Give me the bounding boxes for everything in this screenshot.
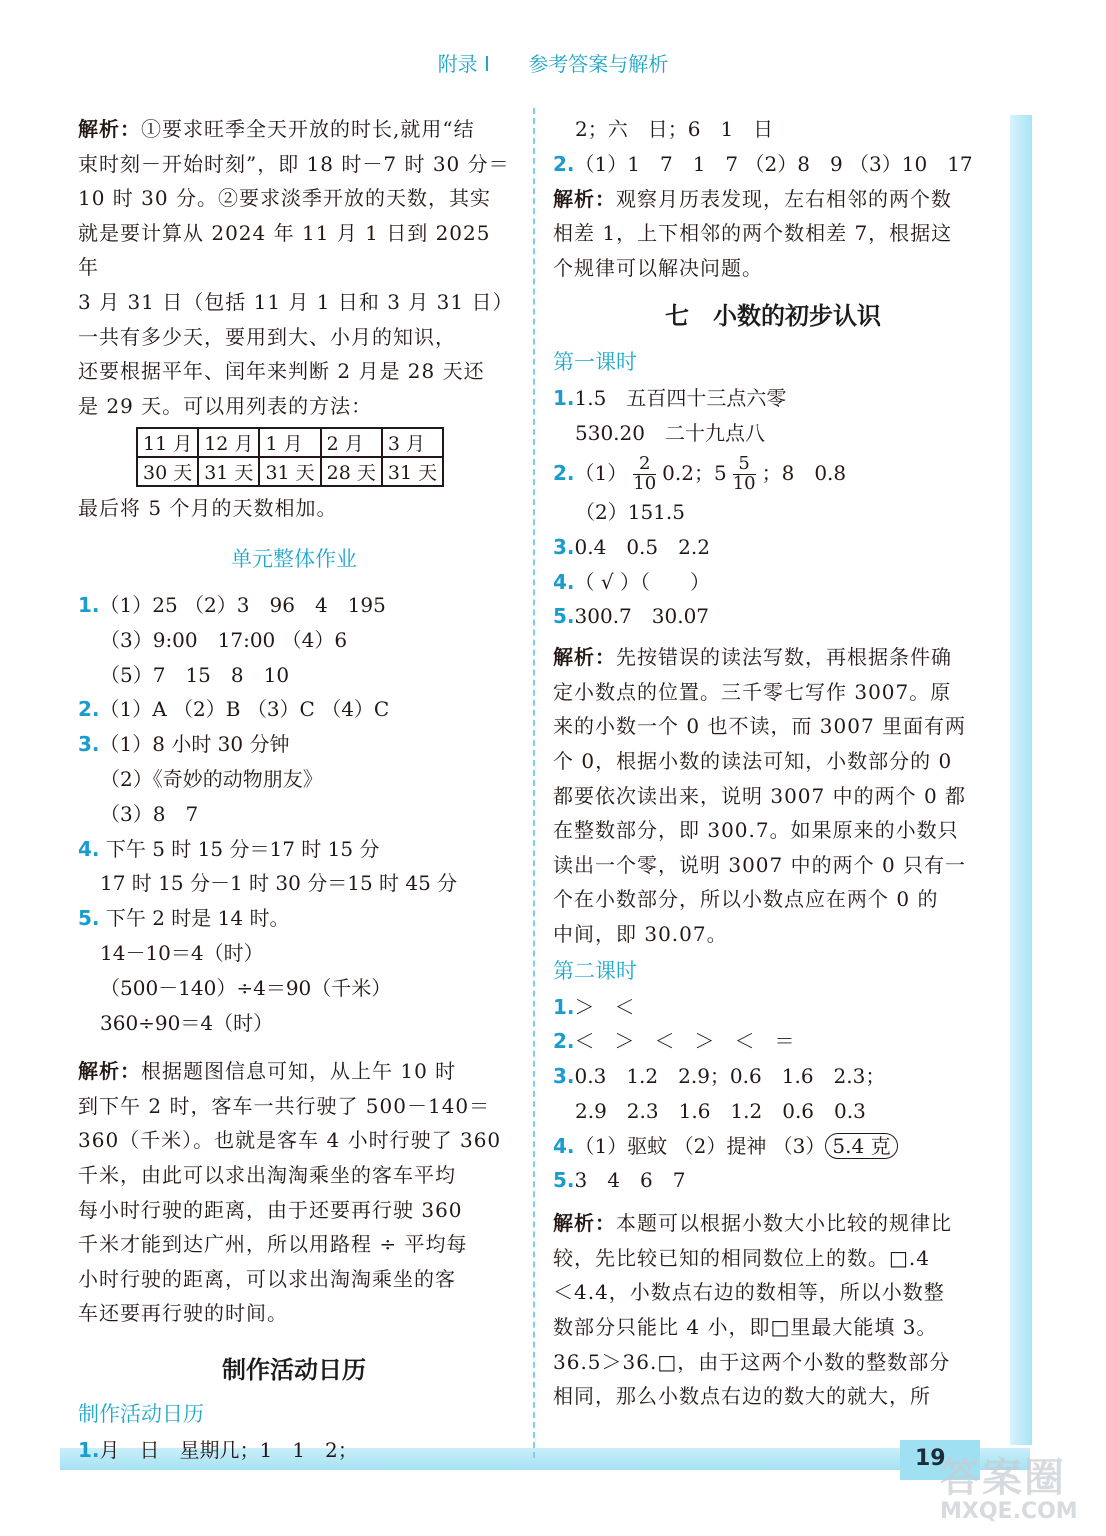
analysis-text: 还要根据平年、闰年来判断 2 月是 28 天还 [78, 359, 485, 384]
question-number: 1. [78, 592, 100, 617]
table-cell: 12 月 [198, 428, 259, 457]
answer-text: 下午 5 时 15 分＝17 时 15 分 [99, 836, 380, 861]
answer-text: ＞ ＜ [574, 994, 635, 1019]
answer-text: （3）9:00 17:00 （4）6 [100, 627, 348, 652]
fraction-denominator: 10 [633, 472, 657, 494]
answer-text: （2）151.5 [575, 499, 685, 524]
analysis-text: 观察月历表发现，左右相邻的两个数 [616, 186, 952, 211]
question-number: 4. [78, 836, 100, 861]
analysis-text: 都要依次读出来，说明 3007 中的两个 0 都 [553, 783, 967, 808]
table-cell: 1 月 [259, 428, 320, 457]
answer-text: 1.5 五百四十三点六零 [574, 386, 787, 411]
analysis-label: 解析： [78, 1059, 141, 1084]
analysis-block-5 [553, 1206, 993, 1414]
circled-answer: 5.4 克 [825, 1133, 897, 1159]
answer-text: 300.7 30.07 [574, 604, 710, 629]
answer-text: ＜ ＞ ＜ ＞ ＜ ＝ [574, 1029, 795, 1054]
table-row [137, 428, 443, 457]
analysis-text: 就是要计算从 2024 年 11 月 1 日到 2025 年 [78, 220, 491, 280]
analysis-text: 读出一个零，说明 3007 中的两个 0 只有一 [553, 852, 967, 877]
answer-text: 0.2；5 [662, 460, 727, 485]
fraction-numerator: 5 [733, 455, 756, 475]
answer-text: （2）《奇妙的动物朋友》 [100, 766, 323, 791]
question-number: 1. [553, 994, 575, 1019]
analysis-text: 车还要再行驶的时间。 [78, 1301, 288, 1326]
watermark-url: MXQE.COM [940, 1499, 1078, 1524]
analysis-text: 每小时行驶的距离，由于还要再行驶 360 [78, 1197, 463, 1222]
chapter-title: 制作活动日历 [222, 1356, 366, 1385]
answer-text: 下午 2 时是 14 时。 [99, 906, 290, 931]
answer-text: （1） [574, 460, 628, 485]
analysis-block-1 [78, 112, 514, 423]
question-number: 3. [553, 1064, 575, 1089]
analysis-text: 先按错误的读法写数，再根据条件确 [616, 645, 952, 670]
table-cell: 11 月 [137, 428, 198, 457]
question-number: 3. [78, 732, 100, 757]
analysis-text: ①要求旺季全天开放的时长,就用“结 [141, 117, 475, 141]
analysis-text: 根据题图信息可知，从上午 10 时 [141, 1059, 457, 1084]
answer-text: （1）25 （2）3 96 4 195 [99, 592, 386, 617]
answer-text: 0.3 1.2 2.9；0.6 1.6 2.3； [574, 1064, 886, 1089]
analysis-text: ＜4.4，小数点右边的数相等，所以小数整 [553, 1280, 945, 1305]
analysis-text: 是 29 天。可以用列表的方法： [78, 393, 373, 418]
analysis-text: 来的小数一个 0 也不读，而 3007 里面有两 [553, 714, 967, 739]
page-header [0, 48, 1106, 77]
answer-list [78, 588, 510, 1040]
table-cell: 31 天 [259, 457, 320, 486]
analysis-text: 10 时 30 分。②要求淡季开放的天数，其实 [78, 186, 491, 211]
analysis-label: 解析： [553, 1211, 616, 1236]
fraction-denominator: 10 [732, 472, 756, 494]
table-cell: 2 月 [321, 428, 382, 457]
fraction [733, 455, 756, 494]
answer-text: （1）8 小时 30 分钟 [99, 732, 290, 757]
analysis-label: 解析： [553, 186, 616, 211]
analysis-text: 中间，即 30.07。 [553, 921, 728, 946]
analysis-text: 一共有多少天，要用到大、小月的知识， [78, 324, 456, 349]
question-number: 4. [553, 1133, 575, 1158]
question-number: 5. [553, 604, 575, 629]
analysis-block-2 [78, 1054, 510, 1331]
analysis-text: 相同，那么小数点右边的数大的就大，所 [553, 1384, 931, 1409]
page-number: 19 [915, 1446, 946, 1471]
answer-text: 0.4 0.5 2.2 [574, 534, 710, 559]
answer-text: （ √ ）（ ） [574, 569, 710, 594]
answer-text: 3 4 6 7 [574, 1168, 686, 1193]
analysis-text: 千米才能到达广州，所以用路程 ÷ 平均每 [78, 1232, 468, 1257]
answer-text: 14－10＝4（时） [100, 940, 264, 965]
answer-text: 2.9 2.3 1.6 1.2 0.6 0.3 [575, 1098, 866, 1123]
answer-text: 2；六 日；6 1 日 [575, 117, 774, 141]
chapter-title: 七 小数的初步认识 [665, 302, 881, 331]
answer-text: 360÷90＝4（时） [100, 1010, 274, 1035]
header-appendix: 附录 I [437, 52, 490, 76]
lesson-title: 第一课时 [553, 350, 637, 375]
table-cell: 3 月 [382, 428, 443, 457]
watermark-text: 答案圈 [940, 1455, 1066, 1501]
lesson-title: 制作活动日历 [78, 1402, 204, 1427]
table-cell: 31 天 [198, 457, 259, 486]
table-cell: 30 天 [137, 457, 198, 486]
decorative-side-band [1010, 115, 1032, 1445]
answer-text: （3）8 7 [100, 801, 199, 826]
fraction-numerator: 2 [633, 455, 656, 475]
left-column [78, 112, 514, 1468]
question-number: 1. [553, 386, 575, 411]
analysis-text: 相差 1，上下相邻的两个数相差 7，根据这 [553, 221, 953, 246]
answer-text: （5）7 15 8 10 [100, 662, 290, 687]
answer-text: （1）驱蚊 （2）提神 （3） [574, 1133, 826, 1158]
question-number: 3. [553, 534, 575, 559]
analysis-text: 个在小数部分，所以小数点应在两个 0 的 [553, 887, 939, 912]
analysis-label: 解析： [553, 645, 616, 670]
answer-text: 月 日 星期几；1 1 2； [99, 1438, 358, 1463]
analysis-text: 到下午 2 时，客车一共行驶了 500－140＝ [78, 1093, 491, 1118]
column-divider [533, 108, 535, 1458]
analysis-label: 解析： [78, 117, 141, 141]
lesson-title: 第二课时 [553, 958, 637, 983]
analysis-text: 360（千米）。也就是客车 4 小时行驶了 360 [78, 1128, 502, 1153]
analysis-text: 本题可以根据小数大小比较的规律比 [616, 1211, 952, 1236]
analysis-text: 定小数点的位置。三千零七写作 3007。原 [553, 679, 952, 704]
table-cell: 28 天 [321, 457, 382, 486]
after-table-text: 最后将 5 个月的天数相加。 [78, 496, 338, 521]
answer-text: （1）1 7 1 7 （2）8 9 （3）10 17 [574, 151, 973, 176]
analysis-text: 个规律可以解决问题。 [553, 255, 763, 280]
month-days-table [136, 427, 444, 487]
analysis-text: 36.5＞36.□，由于这两个小数的整数部分 [553, 1349, 951, 1374]
table-cell: 31 天 [382, 457, 443, 486]
analysis-text: 个 0，根据小数的读法可知，小数部分的 0 [553, 748, 953, 773]
analysis-text: 数部分只能比 4 小，即□里最大能填 3。 [553, 1315, 938, 1340]
analysis-text: 小时行驶的距离，可以求出淘淘乘坐的客 [78, 1266, 456, 1291]
question-number: 5. [78, 906, 100, 931]
fraction [633, 455, 656, 494]
analysis-text: 较，先比较已知的相同数位上的数。□.4 [553, 1245, 930, 1270]
analysis-text: 3 月 31 日（包括 11 月 1 日和 3 月 31 日） [78, 289, 514, 314]
right-column [553, 112, 993, 1414]
answer-text: 17 时 15 分－1 时 30 分＝15 时 45 分 [100, 871, 458, 896]
answer-text: ；8 0.8 [761, 460, 847, 485]
question-number: 4. [553, 569, 575, 594]
table-row [137, 457, 443, 486]
analysis-block-4 [553, 640, 993, 951]
answer-text: （500－140）÷4＝90（千米） [100, 975, 392, 1000]
question-number: 5. [553, 1168, 575, 1193]
analysis-block-3 [553, 182, 993, 286]
analysis-text: 束时刻－开始时刻”，即 18 时－7 时 30 分＝ [78, 151, 510, 176]
question-number: 1. [78, 1438, 100, 1463]
unit-title: 单元整体作业 [231, 546, 357, 571]
answer-text: 530.20 二十九点八 [575, 421, 765, 446]
question-number: 2. [78, 697, 100, 722]
watermark-logo [940, 1446, 1090, 1526]
analysis-text: 千米，由此可以求出淘淘乘坐的客车平均 [78, 1163, 456, 1188]
question-number: 2. [553, 460, 575, 485]
answer-text: （1）A （2）B （3）C （4）C [99, 697, 390, 722]
question-number: 2. [553, 151, 575, 176]
question-number: 2. [553, 1029, 575, 1054]
header-title: 参考答案与解析 [528, 52, 669, 76]
analysis-text: 在整数部分，即 300.7。如果原来的小数只 [553, 818, 959, 843]
